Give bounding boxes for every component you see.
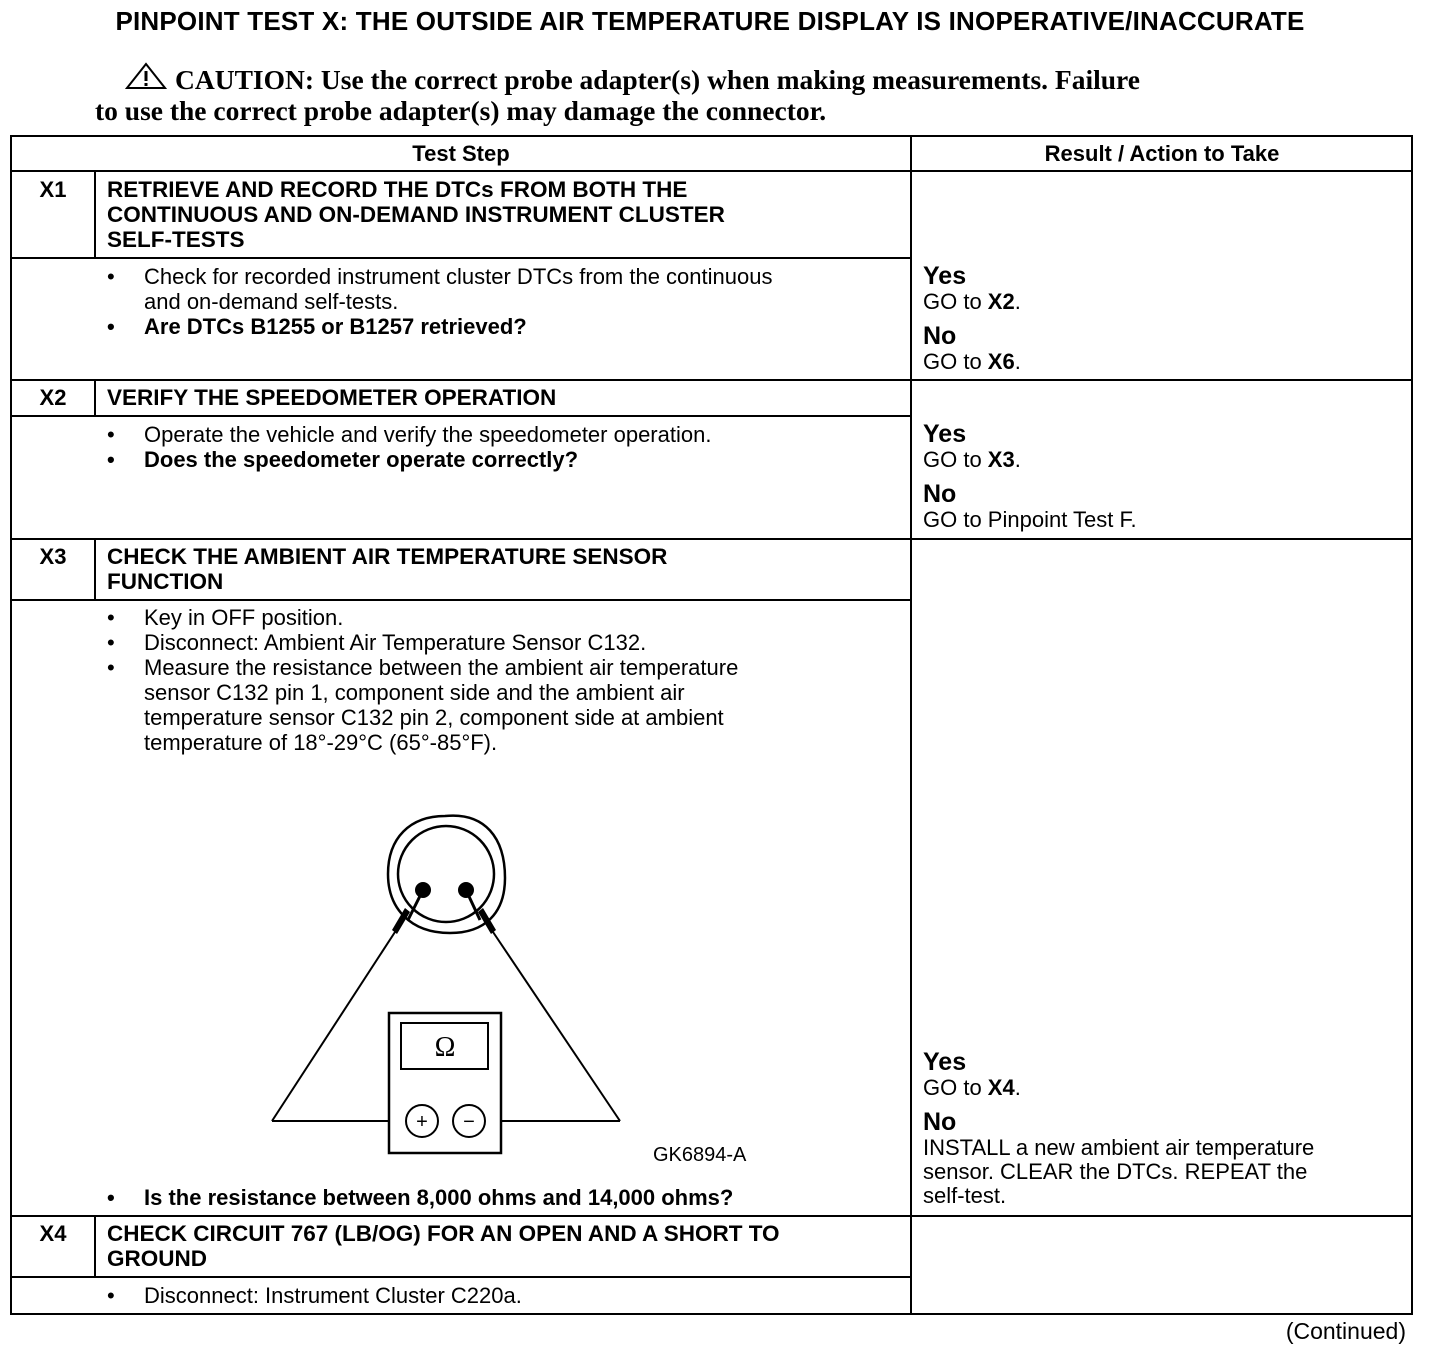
ohmmeter	[389, 1013, 501, 1153]
figure-id: GK6894-A	[653, 1144, 747, 1166]
list-item: • Are DTCs B1255 or B1257 retrieved?	[107, 314, 527, 339]
header-test-step: Test Step	[412, 141, 510, 166]
list-item: • Disconnect: Ambient Air Temperature Sensor C132.	[107, 630, 647, 655]
result-x3: Yes GO to X4. No INSTALL a new ambient air temperature sensor. CLEAR the DTCs. REPEAT the self-test.	[923, 1048, 1403, 1208]
caution-note	[95, 64, 1345, 126]
no-label: No	[923, 1108, 957, 1136]
step-heading-x3: CHECK THE AMBIENT AIR TEMPERATURE SENSOR FUNCTION	[107, 544, 668, 594]
step-heading-x2: VERIFY THE SPEEDOMETER OPERATION	[107, 385, 557, 410]
list-item: • Measure the resistance between the ambient air temperature sensor C132 pin 1, component side and the ambient air temperature sensor C132 pin 2, component side at ambient temperature of 18°-29°C (65°-85°F).	[107, 655, 739, 755]
warning-icon	[125, 62, 167, 92]
no-label: No	[923, 480, 957, 508]
step-id-x2: X2	[39, 385, 67, 410]
step-bullets-x2	[107, 422, 897, 472]
no-label: No	[923, 322, 957, 350]
column-divider	[910, 135, 912, 1315]
plus-terminal: +	[416, 1111, 428, 1133]
caution-line-2: to use the correct probe adapter(s) may damage the connector.	[95, 95, 827, 126]
list-item: • Check for recorded instrument cluster DTCs from the continuous and on-demand self-tests.	[107, 264, 773, 314]
yes-label: Yes	[923, 1048, 967, 1076]
header-divider	[10, 170, 1413, 172]
step-question-x3	[107, 1185, 897, 1210]
result-x1: Yes GO to X2. No GO to X6.	[923, 262, 1403, 374]
resistance-measurement-diagram	[260, 808, 780, 1168]
ohm-symbol: Ω	[434, 1032, 456, 1063]
step-bullets-x1	[107, 264, 897, 339]
list-item: • Key in OFF position.	[107, 605, 344, 630]
step-id-x3: X3	[39, 544, 67, 569]
yes-label: Yes	[923, 262, 967, 290]
caution-line-1: CAUTION: Use the correct probe adapter(s) when making measurements. Failure	[175, 64, 1140, 95]
list-item: • Disconnect: Instrument Cluster C220a.	[107, 1283, 522, 1308]
list-item: • Does the speedometer operate correctly?	[107, 447, 579, 472]
yes-label: Yes	[923, 420, 967, 448]
step-bullets-x3	[107, 605, 897, 755]
step-heading-x4: CHECK CIRCUIT 767 (LB/OG) FOR AN OPEN AND A SHORT TO GROUND	[107, 1221, 780, 1271]
step-bullets-x4	[107, 1283, 897, 1308]
step-id-x1: X1	[39, 177, 67, 202]
step-id-x4: X4	[39, 1221, 67, 1246]
result-x2: Yes GO to X3. No GO to Pinpoint Test F.	[923, 420, 1403, 532]
page-title: PINPOINT TEST X: THE OUTSIDE AIR TEMPERATURE DISPLAY IS INOPERATIVE/INACCURATE	[115, 6, 1305, 36]
continued-label: (Continued)	[1285, 1318, 1406, 1344]
list-item: • Is the resistance between 8,000 ohms and 14,000 ohms?	[107, 1185, 734, 1210]
minus-terminal: −	[463, 1111, 475, 1133]
step-heading-x1: RETRIEVE AND RECORD THE DTCs FROM BOTH THE CONTINUOUS AND ON-DEMAND INSTRUMENT CLUSTER SELF-TESTS	[107, 177, 725, 252]
list-item: • Operate the vehicle and verify the speedometer operation.	[107, 422, 712, 447]
header-result-action: Result / Action to Take	[1044, 141, 1280, 166]
